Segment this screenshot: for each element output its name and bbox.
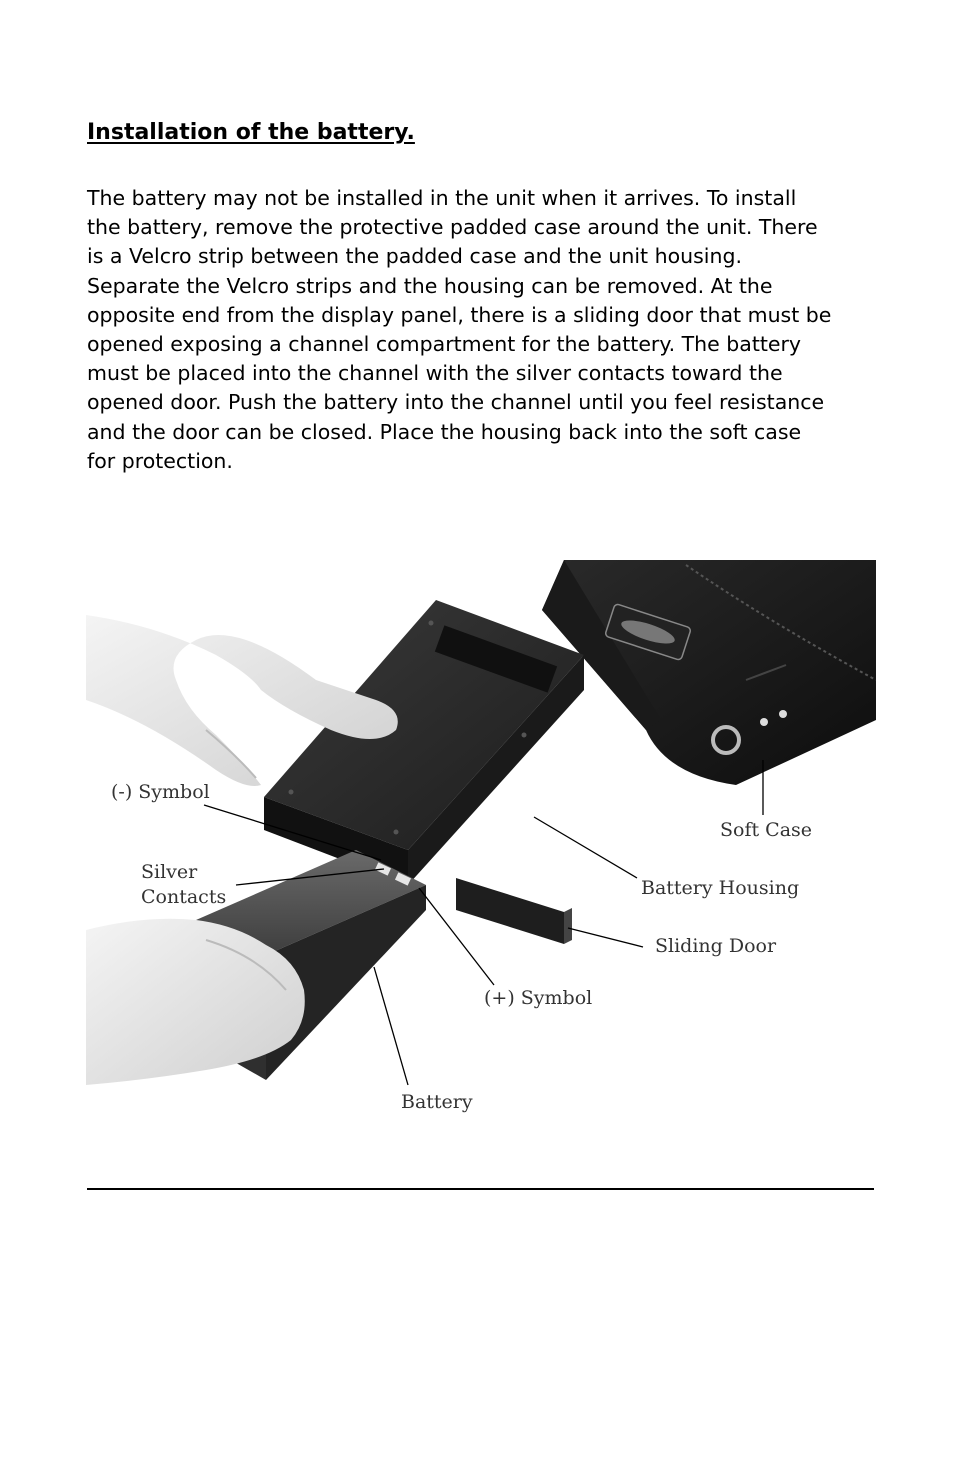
label-soft-case: Soft Case [720,819,813,841]
paragraph-line: and the door can be closed. Place the housing back into the soft case [87,419,802,444]
horizontal-divider [87,1188,874,1190]
figure-illustration [86,560,876,1120]
label-sliding-door: Sliding Door [655,935,777,957]
paragraph-line: for protection. [87,448,233,473]
label-plus-symbol: (+) Symbol [484,987,593,1009]
sliding-door [456,878,572,944]
paragraph-line: opened exposing a channel compartment for the battery. The battery [87,332,802,357]
battery-housing [264,600,584,885]
paragraph-line: opposite end from the display panel, there is a sliding door that must be [87,302,832,327]
paragraph-line: the battery, remove the protective padded case around the unit. There [87,215,818,240]
label-minus-symbol: (-) Symbol [111,781,210,803]
label-contacts: Contacts [141,886,227,908]
section-heading: Installation of the battery. [87,120,415,145]
paragraph-line: The battery may not be installed in the unit when it arrives. To install [87,186,797,210]
battery-installation-figure [86,560,876,1120]
label-battery-housing: Battery Housing [641,877,800,899]
paragraph-line: Separate the Velcro strips and the housing can be removed. At the [87,273,773,298]
instructions-paragraph [87,184,877,476]
paragraph-line: must be placed into the channel with the silver contacts toward the [87,361,783,386]
soft-case [542,560,876,785]
label-battery: Battery [401,1091,473,1113]
paragraph-line: opened door. Push the battery into the channel until you feel resistance [87,390,825,415]
label-silver: Silver [141,861,198,883]
paragraph-line: is a Velcro strip between the padded case and the unit housing. [87,244,742,269]
